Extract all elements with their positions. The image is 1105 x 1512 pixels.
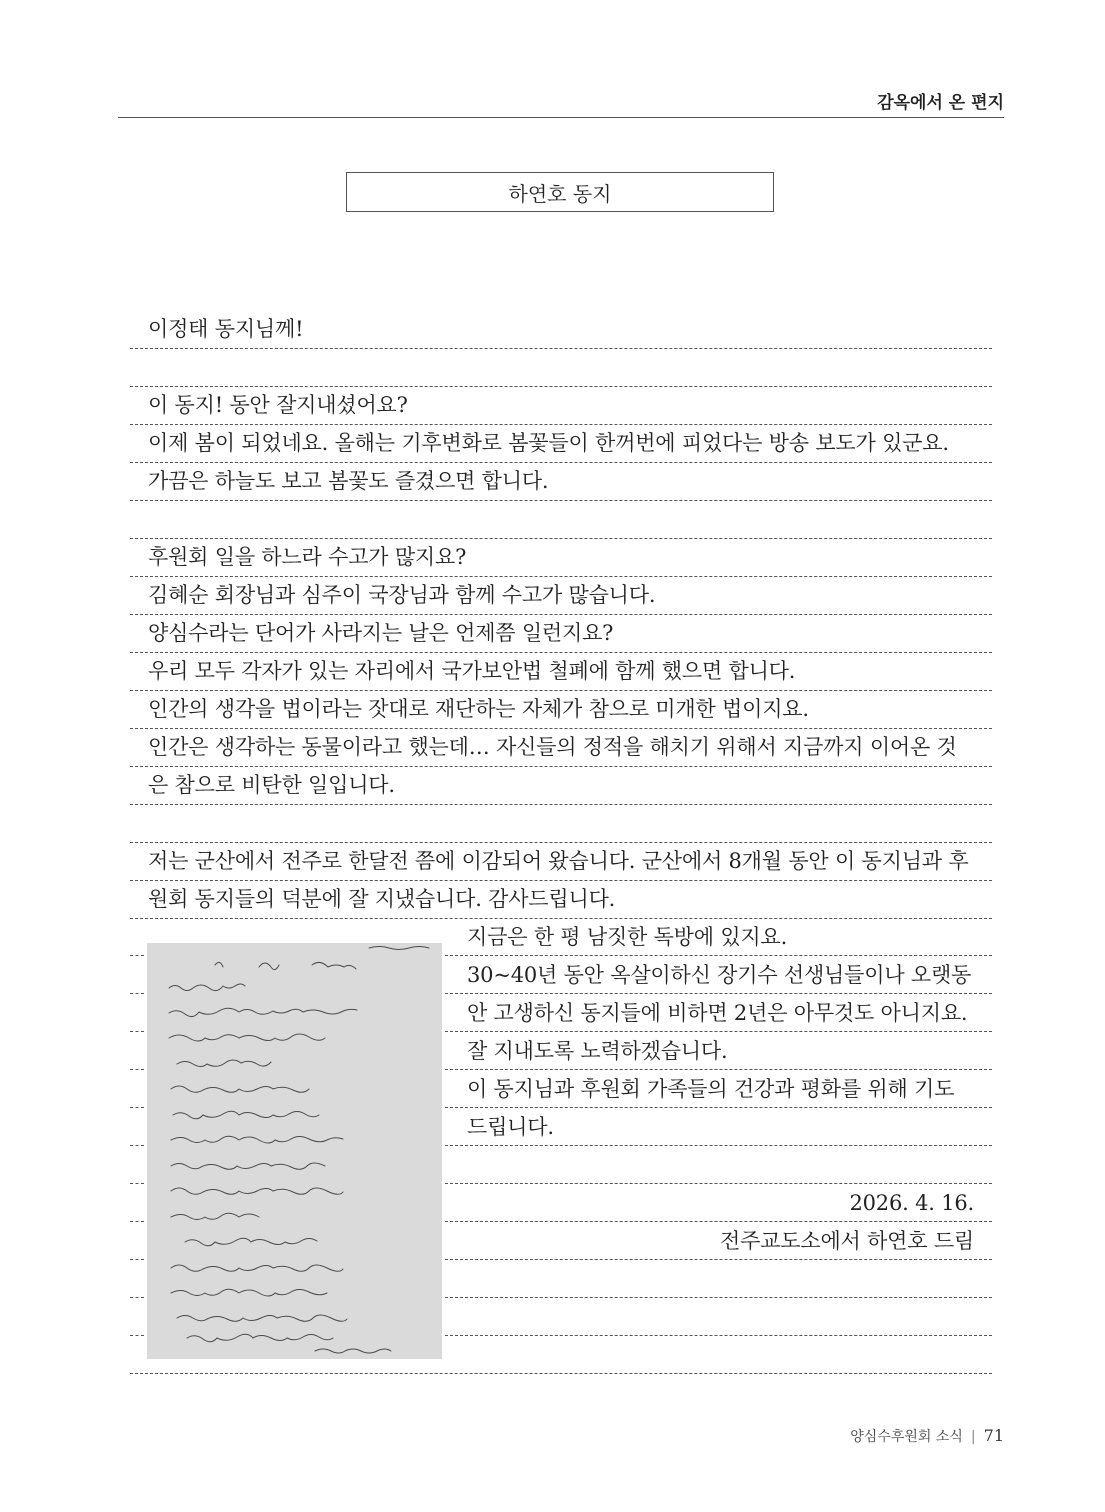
letter-line: 30~40년 동안 옥살이하신 장기수 선생님들이나 오랫동 [467,963,972,987]
ruled-line-stub [130,993,144,994]
ruled-line [130,652,992,653]
ruled-line-stub [130,955,144,956]
ruled-line [445,1107,992,1108]
ruled-line [130,538,992,539]
letter-line: 저는 군산에서 전주로 한달전 쯤에 이감되어 왔습니다. 군산에서 8개월 동안 이 동지님과 후 [148,849,969,873]
ruled-line [130,614,992,615]
publication-name: 양심수후원회 소식 [850,1429,963,1445]
letter-line: 원회 동지들의 덕분에 잘 지냈습니다. 감사드립니다. [148,887,616,911]
ruled-line [130,880,992,881]
letter-line: 김혜순 회장님과 심주이 국장님과 함께 수고가 많습니다. [148,583,656,607]
ruled-line-stub [130,1069,144,1070]
letter-line: 지금은 한 평 남짓한 독방에 있지요. [467,925,788,949]
author-name-box [346,172,774,212]
ruled-line [445,1183,992,1184]
header-rule [118,117,1004,118]
ruled-line-stub [130,1145,144,1146]
ruled-line [130,500,992,501]
ruled-line-stub [130,1297,144,1298]
letter-line: 후원회 일을 하느라 수고가 많지요? [148,545,467,569]
letter-line: 은 참으로 비탄한 일입니다. [148,773,395,797]
ruled-line [445,1259,992,1260]
ruled-line [130,690,992,691]
letter-line: 이 동지! 동안 잘지내셨어요? [148,393,408,417]
ruled-line [130,728,992,729]
ruled-line [445,955,992,956]
letter-line: 인간은 생각하는 동물이라고 했는데… 자신들의 정적을 해치기 위해서 지금까지 이어온 것 [148,735,957,759]
ruled-line [130,1373,992,1374]
letter-line: 양심수라는 단어가 사라지는 날은 언제쯤 일런지요? [148,621,614,645]
handwritten-letter-photo [147,943,442,1359]
letter-line: 드립니다. [467,1115,554,1139]
ruled-line [445,1297,992,1298]
ruled-line [445,993,992,994]
letter-line: 인간의 생각을 법이라는 잣대로 재단하는 자체가 참으로 미개한 법이지요. [148,697,809,721]
letter-line: 이 동지님과 후원회 가족들의 건강과 평화를 위해 기도 [467,1077,955,1101]
ruled-line [130,766,992,767]
handwriting-scribbles [147,943,442,1359]
ruled-line-stub [130,1107,144,1108]
ruled-line [445,1145,992,1146]
ruled-line [130,386,992,387]
section-title: 감옥에서 온 편지 [877,93,1004,113]
ruled-line [130,424,992,425]
letter-line: 우리 모두 각자가 있는 자리에서 국가보안법 철폐에 함께 했으면 합니다. [148,659,796,683]
ruled-line [130,348,992,349]
letter-line: 잘 지내도록 노력하겠습니다. [467,1039,728,1063]
ruled-line [130,804,992,805]
letter-line: 안 고생하신 동지들에 비하면 2년은 아무것도 아니지요. [467,1001,968,1025]
ruled-line [130,462,992,463]
letter-date: 2026. 4. 16. [849,1191,974,1215]
page-footer [850,1426,1004,1446]
ruled-line [445,1031,992,1032]
author-name: 하연호 동지 [508,181,612,206]
ruled-line-stub [130,1221,144,1222]
footer-separator: | [970,1429,976,1445]
ruled-line-stub [130,1259,144,1260]
ruled-line [130,576,992,577]
ruled-line-stub [130,1183,144,1184]
letter-signature: 전주교도소에서 하연호 드림 [720,1229,974,1253]
ruled-line [445,1221,992,1222]
page-number: 71 [983,1426,1004,1445]
ruled-line-stub [130,1031,144,1032]
ruled-line [445,1335,992,1336]
ruled-line-stub [130,1335,144,1336]
ruled-line [130,918,992,919]
letter-line: 가끔은 하늘도 보고 봄꽃도 즐겼으면 합니다. [148,469,549,493]
ruled-line [445,1069,992,1070]
letter-greeting: 이정태 동지님께! [148,317,304,341]
ruled-line [130,842,992,843]
letter-line: 이제 봄이 되었네요. 올해는 기후변화로 봄꽃들이 한꺼번에 피었다는 방송 보도가 있군요. [148,431,949,455]
